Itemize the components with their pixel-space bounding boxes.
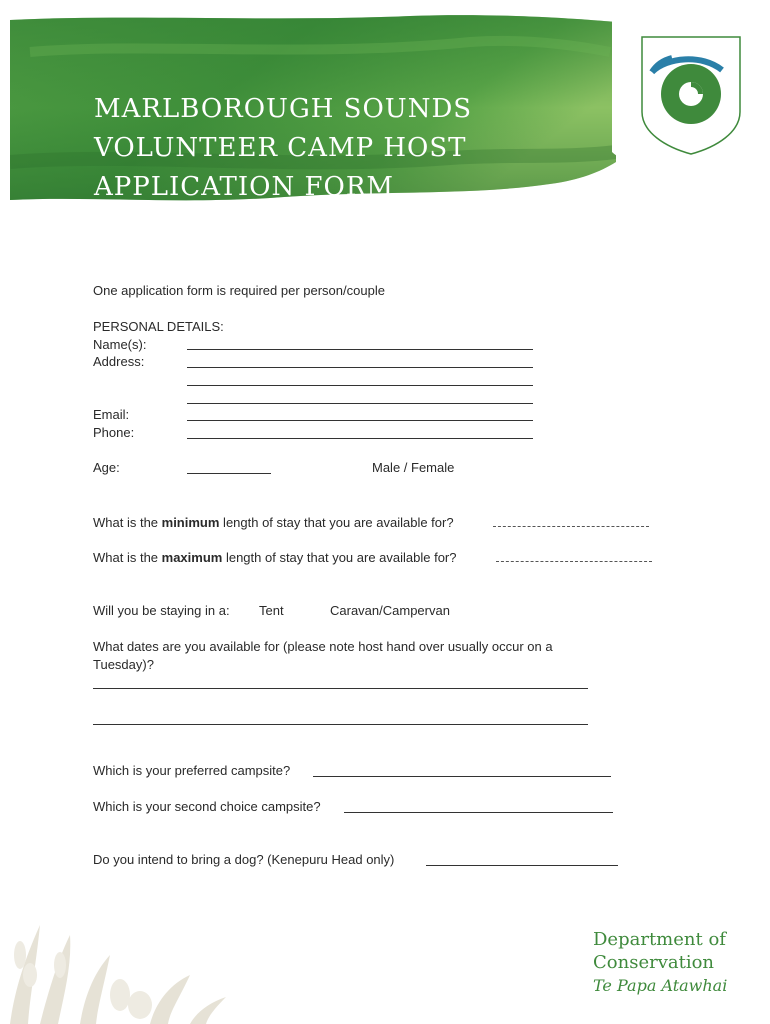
maximum-stay-bold: maximum xyxy=(161,550,223,565)
age-field[interactable] xyxy=(187,473,271,474)
maximum-stay-prefix: What is the xyxy=(93,550,162,565)
phone-field[interactable] xyxy=(187,438,533,439)
email-label: Email: xyxy=(93,407,130,422)
minimum-stay-question xyxy=(93,515,454,530)
minimum-stay-suffix: length of stay that you are available for? xyxy=(219,515,454,530)
title-line-2: VOLUNTEER CAMP HOST xyxy=(94,133,467,163)
title-line-1: MARLBOROUGH SOUNDS xyxy=(94,94,473,124)
names-label: Name(s): xyxy=(93,337,147,352)
staying-in-label: Will you be staying in a: xyxy=(93,603,230,618)
option-tent[interactable]: Tent xyxy=(259,603,284,618)
logo-line-2: Conservation xyxy=(593,952,715,973)
doc-wordmark-logo xyxy=(593,928,727,998)
preferred-campsite-field[interactable] xyxy=(313,776,611,777)
address-label: Address: xyxy=(93,354,145,369)
second-campsite-field[interactable] xyxy=(344,812,613,813)
personal-details-heading: PERSONAL DETAILS: xyxy=(93,319,224,334)
option-caravan-campervan[interactable]: Caravan/Campervan xyxy=(330,603,450,618)
address-field-line-2[interactable] xyxy=(187,385,533,386)
dates-field-line-1[interactable] xyxy=(93,688,588,689)
title-line-3: APPLICATION FORM xyxy=(94,172,395,202)
intro-text: One application form is required per person/couple xyxy=(93,283,385,298)
minimum-stay-field[interactable] xyxy=(493,526,649,527)
dates-question-line-2: Tuesday)? xyxy=(93,657,154,672)
phone-label: Phone: xyxy=(93,425,135,440)
logo-line-3: Te Papa Atawhai xyxy=(593,976,728,995)
dog-question-label: Do you intend to bring a dog? (Kenepuru Head only) xyxy=(93,852,395,867)
maximum-stay-suffix: length of stay that you are available for? xyxy=(222,550,457,565)
second-campsite-label: Which is your second choice campsite? xyxy=(93,799,321,814)
minimum-stay-prefix: What is the xyxy=(93,515,162,530)
email-field[interactable] xyxy=(187,420,533,421)
dates-field-line-2[interactable] xyxy=(93,724,588,725)
minimum-stay-bold: minimum xyxy=(161,515,220,530)
address-field-line-3[interactable] xyxy=(187,403,533,404)
dates-question-line-1: What dates are you available for (please note host hand over usually occur on a xyxy=(93,639,553,654)
logo-line-1: Department of xyxy=(593,929,726,950)
names-field[interactable] xyxy=(187,349,533,350)
dog-answer-field[interactable] xyxy=(426,865,618,866)
maximum-stay-question xyxy=(93,550,457,565)
address-field-line-1[interactable] xyxy=(187,367,533,368)
preferred-campsite-label: Which is your preferred campsite? xyxy=(93,763,291,778)
maximum-stay-field[interactable] xyxy=(496,561,652,562)
age-label: Age: xyxy=(93,460,120,475)
gender-options[interactable]: Male / Female xyxy=(372,460,455,475)
